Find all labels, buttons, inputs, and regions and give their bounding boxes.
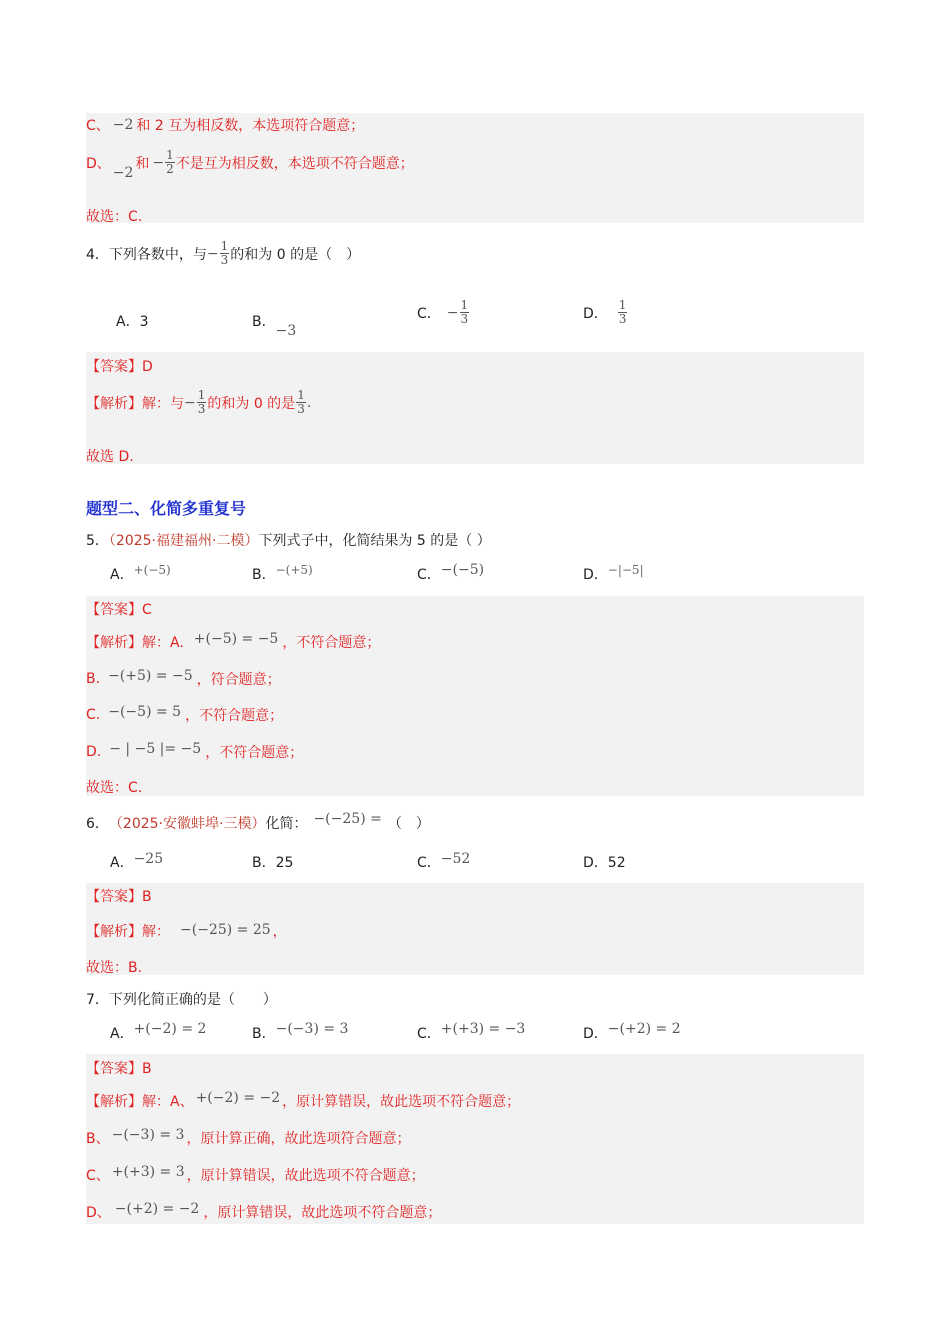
math: −2: [112, 164, 134, 181]
fraction: $\frac{1}{3}$: [297, 388, 305, 416]
q7-option-a[interactable]: A． +(−2) = 2: [110, 1021, 207, 1042]
q6-option-b[interactable]: B．25: [252, 855, 294, 871]
q5-analysis-c: C. −(−5) = 5 ，不符合题意；: [86, 704, 284, 724]
math: −2: [112, 117, 134, 133]
q6-option-c[interactable]: C． −52: [417, 851, 471, 871]
q7-stem: 7．下列化简正确的是（ ）: [86, 992, 277, 1008]
q4-option-b[interactable]: B． −3: [252, 314, 297, 339]
q6-option-a[interactable]: A． −25: [110, 851, 164, 871]
q5-solution-block: [86, 596, 864, 796]
q5-stem: 5．（2025·福建福州·二模）下列式子中，化简结果为 5 的是（ ）: [86, 533, 491, 549]
q4-analysis: 【解析】 解：与 − $\frac{1}{3}$ 的和为 0 的是 $\frac{1}{3}$ .: [86, 388, 312, 416]
q5-answer: 【答案】C: [86, 602, 152, 618]
q6-conclusion: 故选：B.: [86, 960, 143, 976]
q4-conclusion: 故选 D.: [86, 449, 134, 465]
fraction: $\frac{1}{2}$: [166, 148, 174, 176]
q3-conclusion: 故选：C.: [86, 209, 143, 225]
q6-answer: 【答案】B: [86, 889, 152, 905]
q7-answer: 【答案】B: [86, 1061, 152, 1077]
q4-option-a[interactable]: A．3: [116, 314, 149, 330]
q5-analysis-d: D. − | −5 |= −5 ，不符合题意；: [86, 741, 304, 761]
q7-analysis-c: C、 +(+3) = 3 ，原计算错误，故此选项不符合题意；: [86, 1164, 425, 1184]
q5-analysis-a: 【解析】 解：A. +(−5) = −5 ，不符合题意；: [86, 631, 381, 651]
q5-option-c[interactable]: C． −(−5): [417, 562, 485, 583]
q7-analysis-a: 【解析】 解：A、 +(−2) = −2 ，原计算错误，故此选项不符合题意；: [86, 1090, 521, 1110]
q4-option-c[interactable]: C． − $\frac{1}{3}$: [417, 298, 469, 326]
q6-stem: 6． （2025·安徽蚌埠·三模） 化简： −(−25) = （ ）: [86, 811, 430, 832]
fraction: $\frac{1}{3}$: [460, 298, 469, 326]
fraction: $\frac{1}{3}$: [197, 388, 206, 416]
q7-option-d[interactable]: D． −(+2) = 2: [583, 1021, 681, 1042]
fraction: $\frac{1}{3}$: [220, 239, 229, 267]
q4-answer: 【答案】D: [86, 359, 153, 375]
q4-option-d[interactable]: D． $\frac{1}{3}$: [583, 298, 627, 326]
q5-option-a[interactable]: A． +(−5): [110, 563, 171, 583]
q5-option-b[interactable]: B． −(+5): [252, 563, 313, 583]
q6-option-d[interactable]: D．52: [583, 855, 626, 871]
q6-analysis: 【解析】 解： −(−25) = 25 ，: [86, 922, 287, 940]
q7-option-b[interactable]: B． −(−3) = 3: [252, 1021, 349, 1042]
q3-line-c: C、 −2 和 2 互为相反数，本选项符合题意；: [86, 117, 365, 134]
q5-conclusion: 故选：C.: [86, 780, 143, 796]
q4-stem: 4． 下列各数中，与 − $\frac{1}{3}$ 的和为 0 的是（ ）: [86, 239, 361, 267]
q7-analysis-b: B、 −(−3) = 3 ，原计算正确，故此选项符合题意；: [86, 1127, 411, 1147]
section-title: 题型二、化简多重复号: [86, 499, 247, 518]
q7-option-c[interactable]: C． +(+3) = −3: [417, 1021, 526, 1042]
q5-analysis-b: B. −(+5) = −5 ，符合题意；: [86, 668, 281, 688]
q5-option-d[interactable]: D． −|−5|: [583, 563, 644, 583]
q3-line-d: D、 −2 和 − $\frac{1}{2}$ 不是互为相反数，本选项不符合题意；: [86, 148, 414, 181]
fraction: $\frac{1}{3}$: [618, 298, 627, 326]
q7-analysis-d: D、 −(+2) = −2 ，原计算错误，故此选项不符合题意；: [86, 1201, 442, 1221]
